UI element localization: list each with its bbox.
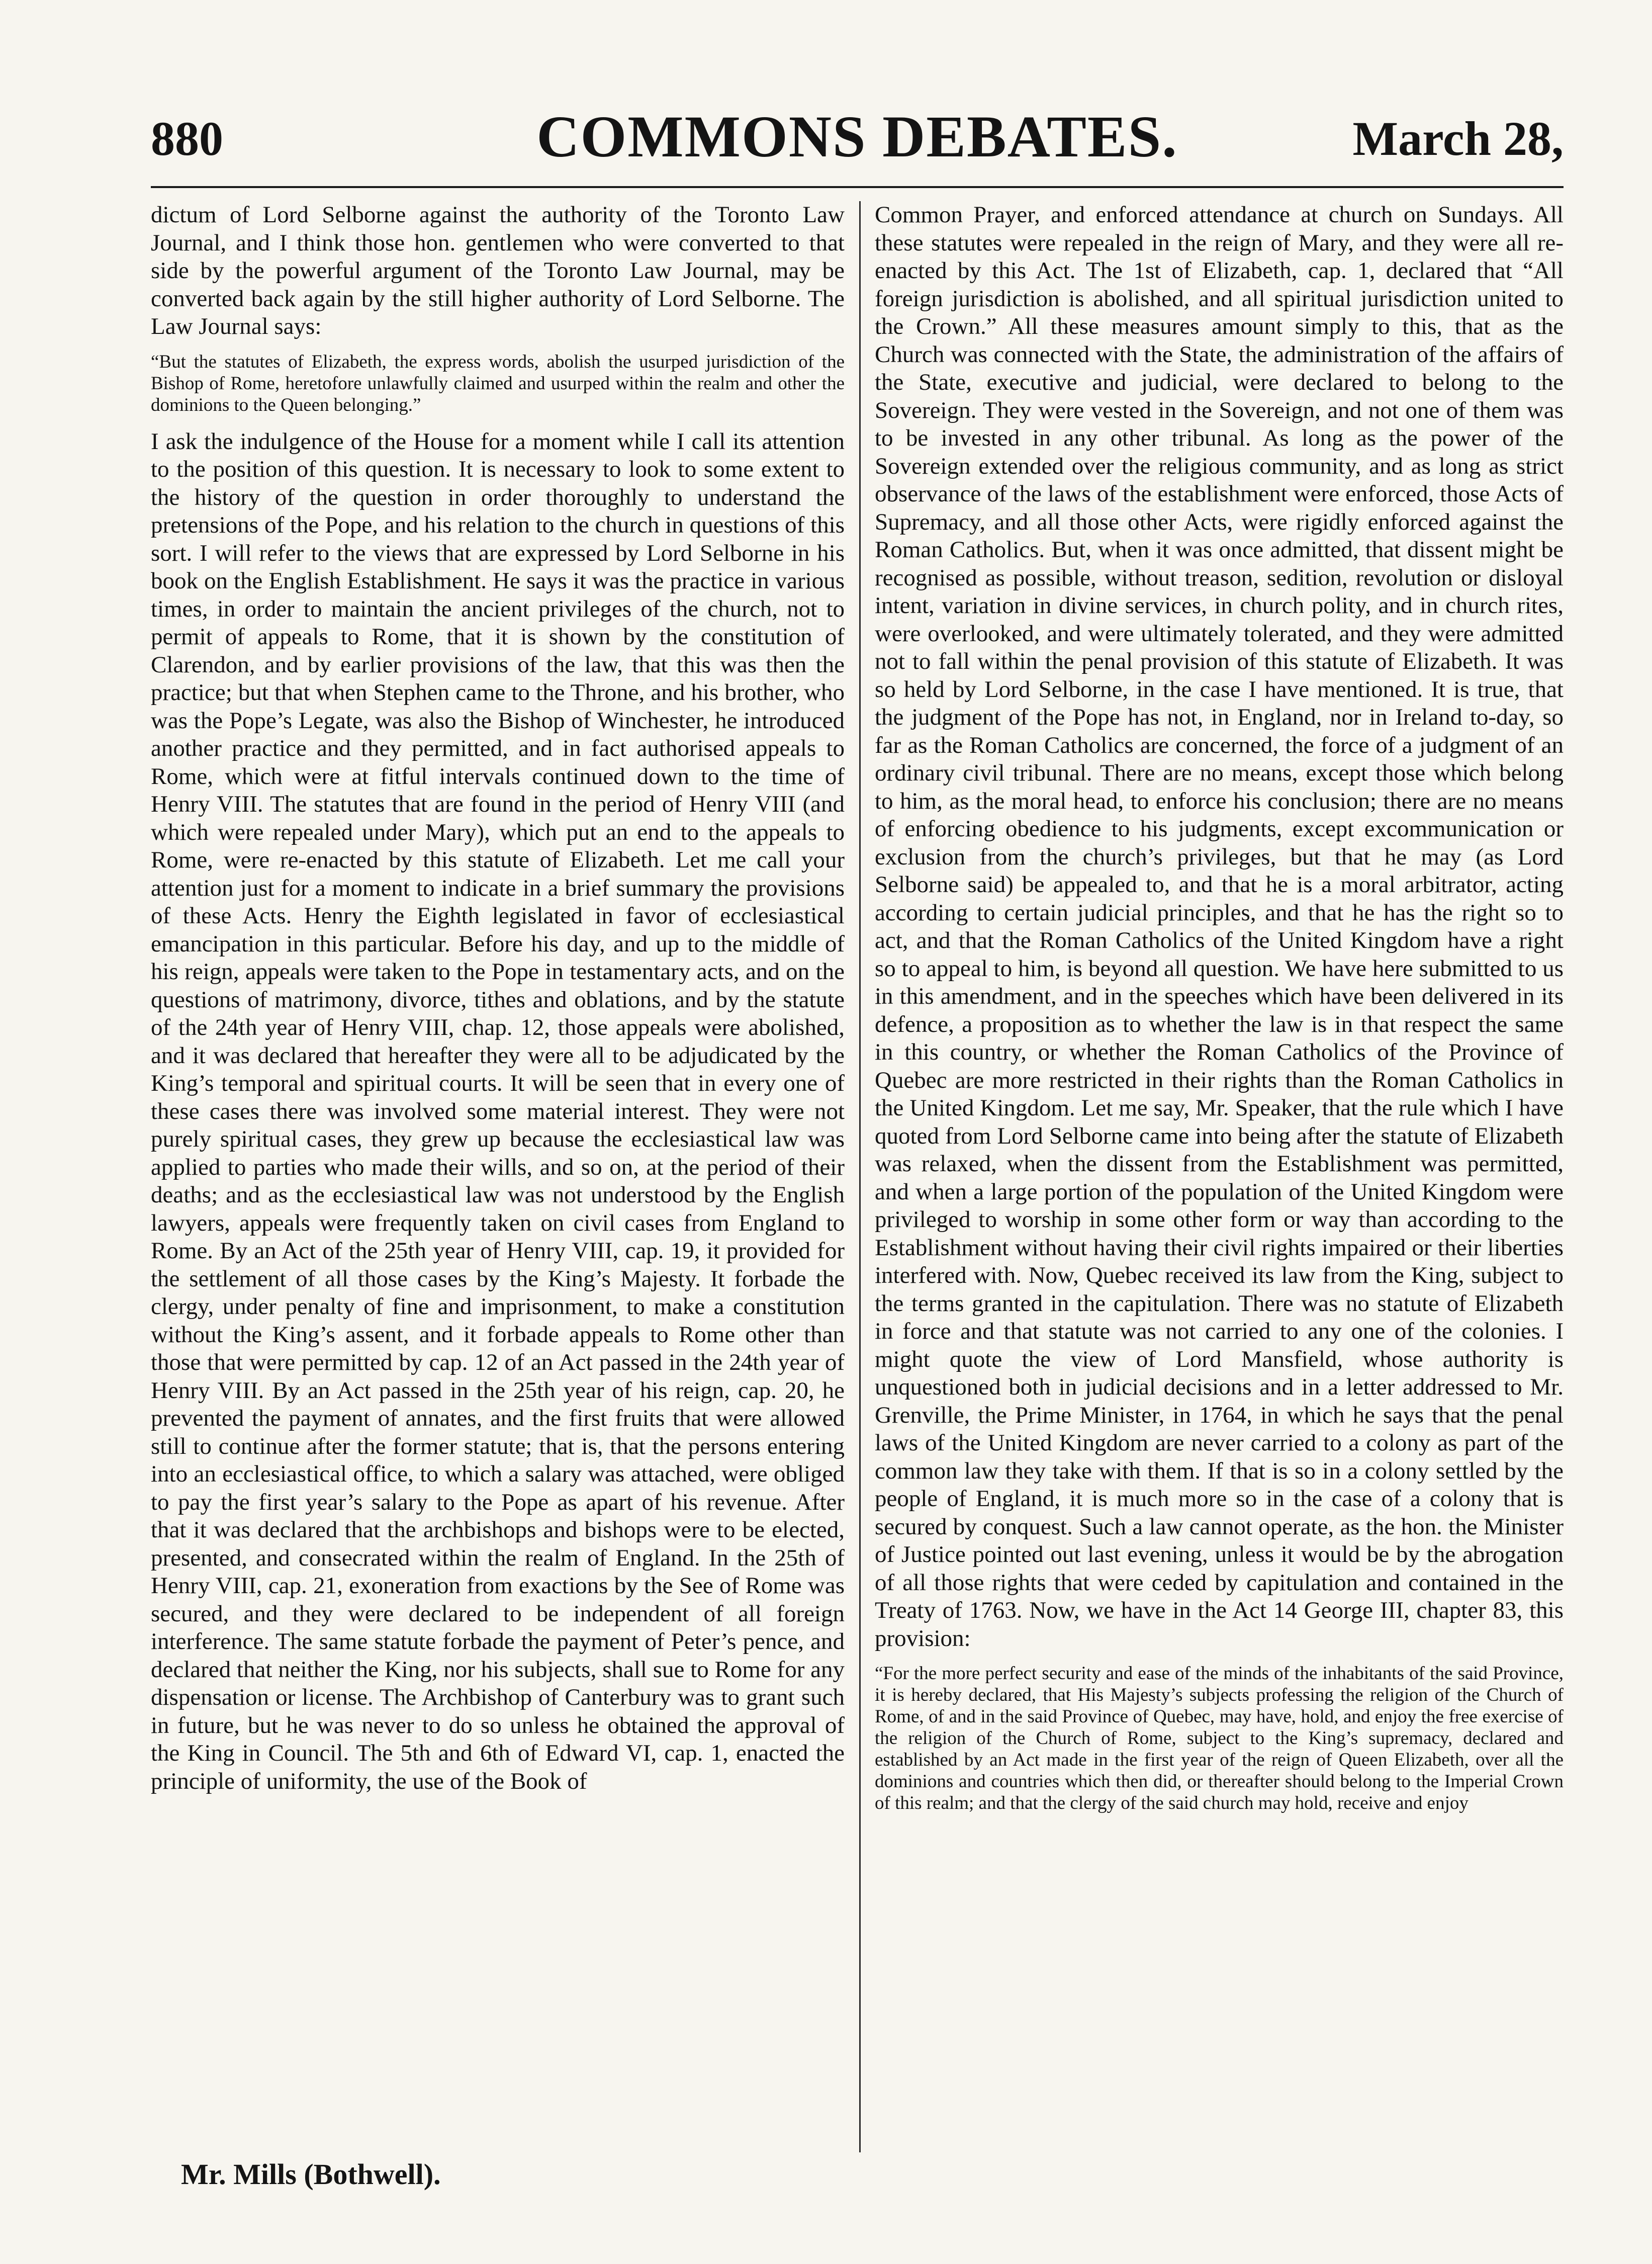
right-paragraph-1: Common Prayer, and enforced attendance at church on Sundays. All these statutes were repealed in the reign of Mary, and they were all re-enacted by this Act. The 1st of Elizabeth, cap. 1, declared that “All foreign jurisdiction is abolished, and all spiritual jurisdiction united to the Crown.” All these measures amount simply to this, that as the Church was connected with the State, the administration of the affairs of the State, executive and judicial, were declared to belong to the Sovereign. They were vested in the Sovereign, and not one of them was to be invested in any other tribunal. As long as the power of the Sovereign extended over the religious community, and as long as strict observance of the laws of the establishment were enforced, those Acts of Supremacy, and all those other Acts, were rigidly enforced against the Roman Catholics. But, when it was once admitted, that dissent might be recognised as possible, without treason, sedition, revolution or disloyal intent, variation in divine services, in church polity, and in church rites, were overlooked, and were ultimately tolerated, and they were admitted not to fall within the penal provision of this statute of Elizabeth. It was so held by Lord Selborne, in the case I have mentioned. It is true, that the judgment of the Pope has not, in England, nor in Ireland to-day, so far as the Roman Catholics are concerned, the force of a judgment of an ordinary civil tribunal. There are no means, except those which belong to him, as the moral head, to enforce his conclusion; there are no means of enforcing obedience to his judgments, except excommunication or exclusion from the church’s privileges, but that he may (as Lord Selborne said) be appealed to, and that he is a moral arbitrator, acting according to certain judicial principles, and that he has the right so to act, and that the Roman Catholics of the United Kingdom have a right so to appeal to him, is beyond all question. We have here submitted to us in this amendment, and in the speeches which have been delivered in its defence, a proposition as to whether the law is in that respect the same in this country, or whether the Roman Catholics of the Province of Quebec are more restricted in their rights than the Roman Catholics in the United Kingdom. Let me say, Mr. Speaker, that the rule which I have quoted from Lord Selborne came into being after the statute of Elizabeth was relaxed, when the dissent from the Establishment was permitted, and when a large portion of the population of the United Kingdom were privileged to worship in some other form or way than according to the Establishment without having their civil rights impaired or their liberties interfered with. Now, Quebec received its law from the King, subject to the terms granted in the capitulation. There was no statute of Elizabeth in force and that statute was not carried to any one of the colonies. I might quote the view of Lord Mansfield, whose authority is unquestioned both in judicial decisions and in a letter addressed to Mr. Grenville, the Prime Minister, in 1764, in which he says that the penal laws of the United Kingdom are never carried to a colony as part of the common law they take with them. If that is so in a colony settled by the people of England, it is much more so in the case of a colony that is secured by conquest. Such a law cannot operate, as the hon. the Minister of Justice pointed out last evening, unless it would be by the abrogation of all those rights that were ceded by capitulation and contained in the Treaty of 1763. Now, we have in the Act 14 George III, chapter 83, this provision: xyxy=(875,202,1564,1651)
left-paragraph-1: dictum of Lord Selborne against the authority of the Toronto Law Journal, and I think those hon. gentlemen who were converted to that side by the powerful argument of the Toronto Law Journal, may be converted back again by the still higher authority of Lord Selborne. The Law Journal says: xyxy=(151,202,845,339)
column-divider xyxy=(859,201,861,2152)
page-number: 880 xyxy=(151,112,223,165)
page-title: COMMONS DEBATES. xyxy=(536,104,1178,169)
right-quote: “For the more perfect security and ease of the minds of the inhabitants of the said Province, it is hereby declared, that His Majesty’s subjects professing the religion of the Church of Rome, of and in the said Province of Quebec, may have, hold, and enjoy the free exercise of the religion of the Church of Rome, subject to the King’s supremacy, declared and established by an Act made in the first year of the reign of Queen Elizabeth, over all the dominions and countries which then did, or thereafter should belong to the Imperial Crown of this realm; and that the clergy of the said church may hold, receive and enjoy xyxy=(875,1663,1564,1813)
left-quote: “But the statutes of Elizabeth, the express words, abolish the usurped jurisdiction of the Bishop of Rome, heretofore unlawfully claimed and usurped within the realm and other the dominions to the Queen belonging.” xyxy=(151,351,845,415)
header-rule xyxy=(151,186,1564,188)
left-column xyxy=(151,201,845,2162)
page-header xyxy=(151,96,1564,171)
right-column xyxy=(875,201,1564,2162)
page-date: March 28, xyxy=(1352,112,1564,165)
speaker-footer: Mr. Mills (Bothwell). xyxy=(181,2158,441,2191)
left-paragraph-2: I ask the indulgence of the House for a moment while I call its attention to the position of this question. It is necessary to look to some extent to the history of the question in order thoroughly to understand the pretensions of the Pope, and his relation to the church in questions of this sort. I will refer to the views that are expressed by Lord Selborne in his book on the English Establishment. He says it was the practice in various times, in order to maintain the ancient privileges of the church, not to permit of appeals to Rome, that it is shown by the constitution of Clarendon, and by earlier provisions of the law, that this was then the practice; but that when Stephen came to the Throne, and his brother, who was the Pope’s Legate, was also the Bishop of Winchester, he introduced another practice and they permitted, and in fact authorised appeals to Rome, which were at fitful intervals continued down to the time of Henry VIII. The statutes that are found in the period of Henry VIII (and which were repealed under Mary), which put an end to the appeals to Rome, were re-enacted by this statute of Elizabeth. Let me call your attention just for a moment to indicate in a brief summary the provisions of these Acts. Henry the Eighth legislated in favor of ecclesiastical emancipation in this particular. Before his day, and up to the middle of his reign, appeals were taken to the Pope in testamentary acts, and on the questions of matrimony, divorce, tithes and oblations, and by the statute of the 24th year of Henry VIII, chap. 12, those appeals were abolished, and it was declared that hereafter they were all to be adjudicated by the King’s temporal and spiritual courts. It will be seen that in every one of these cases there was involved some material interest. They were not purely spiritual cases, they grew up because the ecclesiastical law was applied to parties who made their wills, and so on, at the period of their deaths; and as the ecclesiastical law was not understood by the English lawyers, appeals were frequently taken on civil cases from England to Rome. By an Act of the 25th year of Henry VIII, cap. 19, it provided for the settlement of all those cases by the King’s Majesty. It forbade the clergy, under penalty of fine and imprisonment, to make a constitution without the King’s assent, and it forbade appeals to Rome other than those that were permitted by cap. 12 of an Act passed in the 24th year of Henry VIII. By an Act passed in the 25th year of his reign, cap. 20, he prevented the payment of annates, and the first fruits that were allowed still to continue after the former statute; that is, that the persons entering into an ecclesiastical office, to which a salary was attached, were obliged to pay the first year’s salary to the Pope as apart of his revenue. After that it was declared that the archbishops and bishops were to be elected, presented, and consecrated within the realm of England. In the 25th of Henry VIII, cap. 21, exoneration from exactions by the See of Rome was secured, and they were declared to be independent of all foreign interference. The same statute forbade the payment of Peter’s pence, and declared that neither the King, nor his subjects, shall sue to Rome for any dispensation or license. The Archbishop of Canterbury was to grant such in future, but he was never to do so unless he obtained the approval of the King in Council. The 5th and 6th of Edward VI, cap. 1, enacted the principle of uniformity, the use of the Book of xyxy=(151,428,845,1794)
